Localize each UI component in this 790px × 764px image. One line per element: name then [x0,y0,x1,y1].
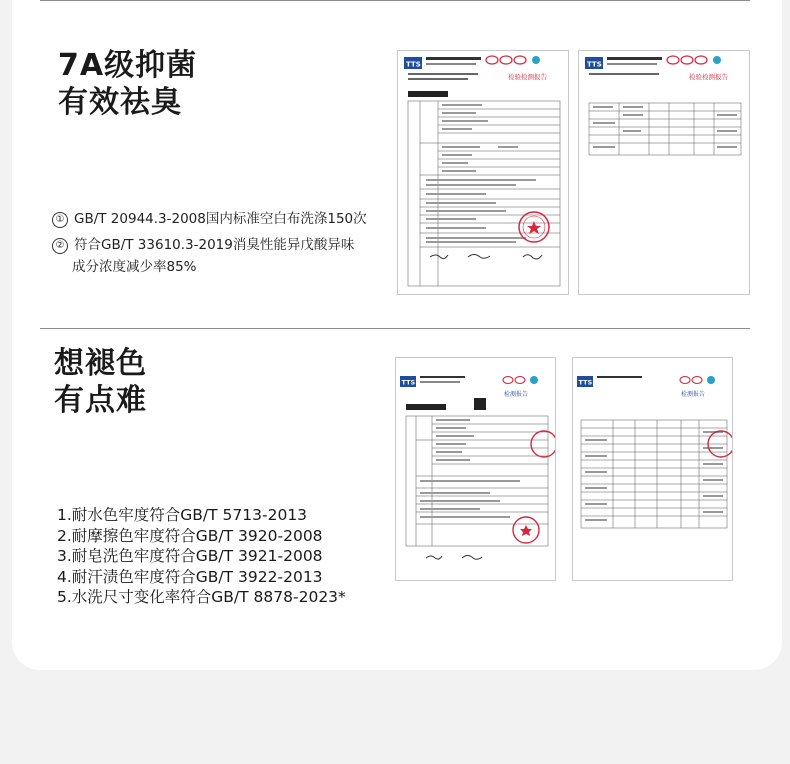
standard-item-4: 4.耐汗渍色牢度符合GB/T 3922-2013 [57,567,323,586]
note-text-1: GB/T 20944.3-2008国内标准空白布洗涤150次 [74,211,367,227]
report-logo-3: TTS [401,378,416,387]
report-document-3 [396,358,556,581]
section-divider [40,328,750,329]
note-marker-1: ① [52,212,68,228]
note-text-3: 成分浓度减少率85% [72,259,197,275]
note-3 [72,256,197,278]
section2-heading-line2: 有点难 [54,383,147,418]
top-divider [40,0,750,1]
report-title-3: 检测报告 [504,391,529,398]
report-logo-4: TTS [578,378,593,387]
report-document-2 [579,51,750,295]
report-title-2: 检验检测报告 [689,73,728,81]
standard-item-1: 1.耐水色牢度符合GB/T 5713-2013 [57,506,308,524]
report-title-1: 检验检测报告 [508,73,547,81]
report-document-1 [398,51,569,295]
note-marker-2: ② [52,238,68,254]
standard-item-3: 3.耐皂洗色牢度符合GB/T 3921-2008 [57,547,323,565]
section1-heading-line2: 有效祛臭 [58,85,182,120]
report-title-4: 检测报告 [681,391,706,398]
report-image-1 [397,50,569,295]
section2-heading-line1: 想褪色 [54,346,147,381]
section1-heading-line1: 7A级抑菌 [58,48,198,83]
report-image-3 [395,357,556,581]
report-document-4 [573,358,733,581]
report-image-2 [578,50,750,295]
standard-item-5: 5.水洗尺寸变化率符合GB/T 8878-2023* [57,588,346,606]
note-2 [52,234,354,256]
report-logo-1: TTS [406,60,421,69]
standards-list [57,505,346,608]
note-1 [52,208,367,230]
report-image-4 [572,357,733,581]
standard-item-2: 2.耐摩擦色牢度符合GB/T 3920-2008 [57,526,323,545]
report-logo-2: TTS [587,60,602,69]
note-text-2: 符合GB/T 33610.3-2019消臭性能异戊酸异味 [74,237,355,253]
